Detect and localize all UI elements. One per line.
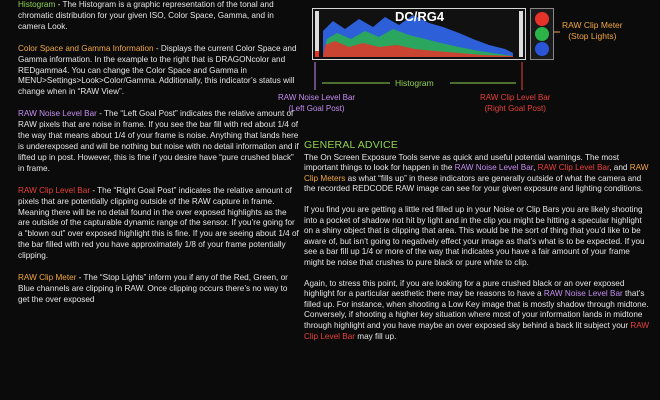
colorspace-gamma-label: DC/RG4: [395, 9, 445, 24]
clip-bar-text: - The “Right Goal Post” indicates the relative amount of pixels that are potentially clipping outside of the RAW capture in frame. Meaning there will be no detail found in the over exposed highlights as the are outside of the capturable dynamic range of the sensor. If you’re going for a “blown out” over exposed highlight this is fine. If you are seeing about 1/4 of the bar filled with red you have approximately 1/8 of your frame potentially clipping.: [18, 185, 299, 261]
advice-paragraph-2: If you find you are getting a little red filled up in your Noise or Clip Bars you are likely shooting into a pocket of shadow not hit by light and in the clip you might be hitting a specular highlight on a shiny object that is clipping that area. This would be the sort of thing that you’d like to be aware of, but isn’t going to negatively effect your image as that’s what is to be expected. If you see a bar fill up 1/4 or more of the way that indicates you have a fair amount of your frame might be noise that crushes to pure black or pure white to clip.: [304, 204, 645, 267]
clip-meter-ref: RAW Clip Meters: [304, 163, 649, 183]
general-advice-section: [304, 140, 650, 352]
histogram-term: Histogram: [18, 0, 56, 9]
noise-bar-ref: RAW Noise Level Bar: [454, 163, 534, 173]
exposure-diagram: [278, 0, 660, 125]
clip-bar-paragraph: [18, 186, 300, 262]
histogram-paragraph: [18, 0, 300, 33]
clip-bar-ref-2: RAW Clip Level Bar: [304, 320, 650, 341]
noise-bar-text: - The “Left Goal Post” indicates the relative amount of RAW pixels that are noise in frame. If you see the bar fill with red about 1/4 of the way that means about 1/4 of your frame is noise. Anything that lands here is underexposed and will be nothing but noise with no detail information and if lifted up in post. However, this is fine if you desire have “pure crushed black” in frame.: [18, 109, 299, 173]
general-advice-heading: GENERAL ADVICE: [304, 139, 399, 151]
noise-bar-caption: RAW Noise Level Bar (Left Goal Post): [278, 93, 356, 113]
clip-meter-caption: RAW Clip Meter (Stop Lights): [562, 20, 623, 41]
colorspace-term: Color Space and Gamma Information: [18, 43, 154, 53]
clip-meter-text: - The “Stop Lights” inform you if any of the Red, Green, or Blue channels are clipping in RAW. Once clipping occurs there’s no way to get the over exposed: [18, 273, 288, 304]
colorspace-paragraph: [18, 44, 300, 99]
clip-meter-term: RAW Clip Meter: [18, 273, 77, 283]
histogram-text: - The Histogram is a graphic representation of the tonal and chromatic distribution for your given ISO, Color Space, Gamma, and in camera Look.: [18, 0, 274, 31]
colorspace-text: - Displays the current Color Space and Gamma information. In the example to the right that is DRAGONcolor and REDgamma4. You can change the Color Space and Gamma in MENU>Settings>Look>Color/Gamma. Additionally, this indicator’s status will change when in “RAW View”.: [18, 43, 297, 97]
clip-bar-caption: RAW Clip Level Bar (Right Goal Post): [480, 93, 551, 113]
noise-bar-ref-2: RAW Noise Level Bar: [543, 289, 623, 299]
noise-bar-term: RAW Noise Level Bar: [18, 109, 97, 119]
clip-meter-paragraph: [18, 273, 300, 306]
advice-paragraph-1: The On Screen Exposure Tools serve as quick and useful potential warnings. The most important things to look for happen in the RAW Noise Level Bar, RAW Clip Level Bar, and RAW Clip Meters as what “fills up” in these indicators are generally outside of what the camera and the recorded REDCODE RAW image can see for your given exposure and lighting conditions.: [304, 152, 649, 194]
advice-paragraph-3: Again, to stress this point, if you are looking for a pure crushed black or an over exposed highlight for a particular aesthetic there may be reasons to have a RAW Noise Level Bar that’s filled up. For instance, when shooting a Low Key image that is mostly shadow through midtone. Conversely, if shooting a higher key situation where most of your information lands in midtone through highlight and you have maybe an over exposed sky behind a back lit subject your RAW Clip Level Bar may fill up.: [304, 278, 650, 341]
noise-bar-paragraph: [18, 109, 300, 174]
clip-bar-term: RAW Clip Level Bar: [18, 185, 91, 195]
clip-bar-ref: RAW Clip Level Bar: [537, 163, 610, 173]
left-column: [18, 0, 300, 317]
histogram-caption: Histogram: [395, 78, 434, 88]
